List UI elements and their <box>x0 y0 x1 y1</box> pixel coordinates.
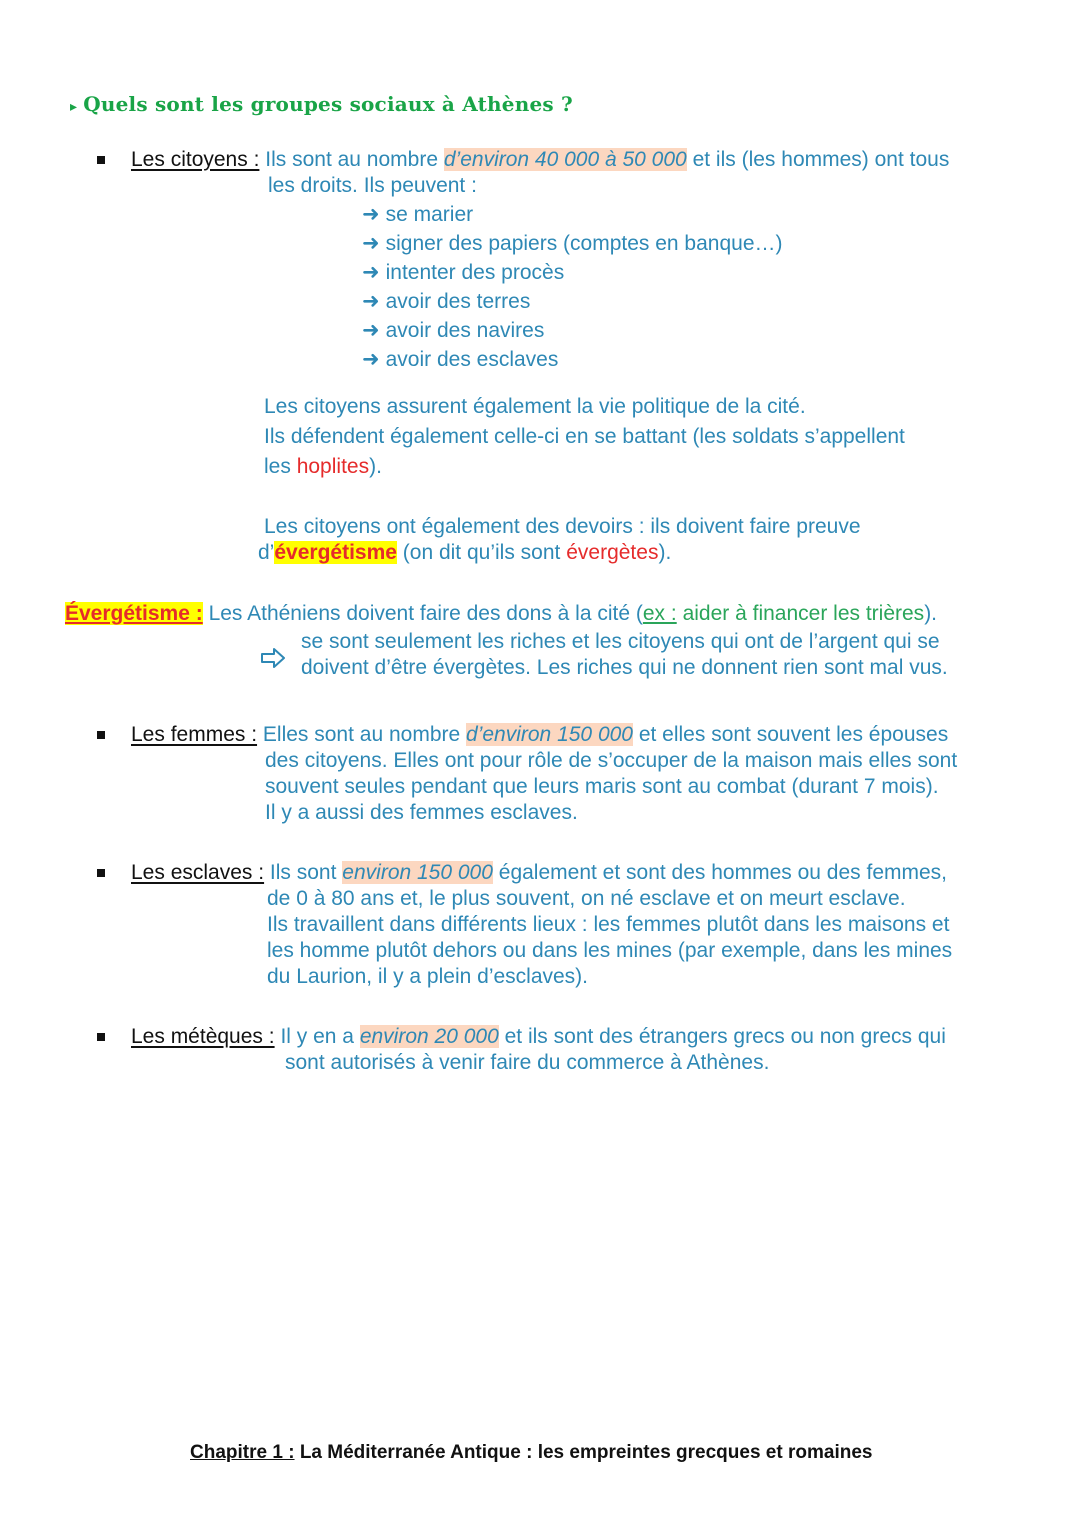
citoyens-duties-line-2: d’évergétisme (on dit qu’ils sont évergètes). <box>258 541 672 564</box>
esclaves-count: environ 150 000 <box>342 861 493 884</box>
citoyens-defense-line: Ils défendent également celle-ci en se battant (les soldats s’appellent <box>264 425 905 448</box>
outline-arrow-icon <box>260 648 286 673</box>
femmes-line-2: des citoyens. Elles ont pour rôle de s’occuper de la maison mais elles sont <box>265 749 958 772</box>
arrow-right-icon: ➜ <box>362 319 380 342</box>
chapter-label: Chapitre 1 : <box>190 1442 295 1463</box>
square-bullet-icon <box>97 869 105 877</box>
arrow-right-icon: ➜ <box>362 348 380 371</box>
evergetisme-definition: Évergétisme : Les Athéniens doivent faire des dons à la cité (ex : aider à financer les trières). <box>65 602 938 625</box>
rights-item: ➜ intenter des procès <box>362 261 565 284</box>
rights-item: ➜ avoir des esclaves <box>362 348 559 371</box>
citoyens-duties-line-1: Les citoyens ont également des devoirs : ils doivent faire preuve <box>264 515 861 538</box>
evergetisme-label: Évergétisme : <box>65 602 203 625</box>
rights-item: ➜ avoir des terres <box>362 290 531 313</box>
example-label: ex : <box>642 602 677 625</box>
esclaves-line-5: du Laurion, il y a plein d’esclaves). <box>267 965 589 988</box>
arrow-right-icon: ➜ <box>362 261 380 284</box>
citoyens-hoplites-line: les hoplites). <box>264 455 382 478</box>
esclaves-line-2: de 0 à 80 ans et, le plus souvent, on né esclave et on meurt esclave. <box>267 887 906 910</box>
femmes-line-4: Il y a aussi des femmes esclaves. <box>265 801 578 824</box>
citoyens-line-2: les droits. Ils peuvent : <box>268 174 477 197</box>
square-bullet-icon <box>97 731 105 739</box>
meteques-count: environ 20 000 <box>359 1025 499 1048</box>
triangle-bullet-icon: ▸ <box>70 99 78 115</box>
femmes-label: Les femmes : <box>131 723 258 746</box>
femmes-line-3: souvent seules pendant que leurs maris sont au combat (durant 7 mois). <box>265 775 939 798</box>
esclaves-line-3: Ils travaillent dans différents lieux : les femmes plutôt dans les maisons et <box>267 913 950 936</box>
evergetisme-term: évergétisme <box>274 541 397 564</box>
citoyens-politics-line: Les citoyens assurent également la vie politique de la cité. <box>264 395 806 418</box>
hoplites-term: hoplites <box>296 455 370 478</box>
chapter-footer <box>190 1442 872 1464</box>
citoyens-label: Les citoyens : <box>131 148 260 171</box>
evergetisme-note-2: doivent d’être évergètes. Les riches qui ne donnent rien sont mal vus. <box>301 656 948 679</box>
esclaves-line-1: Les esclaves : Ils sont environ 150 000 également et sont des hommes ou des femmes, <box>131 861 947 884</box>
citoyens-count: d’environ 40 000 à 50 000 <box>443 148 687 171</box>
arrow-right-icon: ➜ <box>362 290 380 313</box>
arrow-right-icon: ➜ <box>362 232 380 255</box>
rights-item: ➜ signer des papiers (comptes en banque…) <box>362 232 783 255</box>
section-title: ▸ Quels sont les groupes sociaux à Athènes ? <box>70 92 573 116</box>
rights-item: ➜ avoir des navires <box>362 319 545 342</box>
square-bullet-icon <box>97 156 105 164</box>
arrow-right-icon: ➜ <box>362 203 380 226</box>
rights-item: ➜ se marier <box>362 203 474 226</box>
evergetes-term: évergètes <box>566 541 659 564</box>
femmes-line-1: Les femmes : Elles sont au nombre d’environ 150 000 et elles sont souvent les épouses <box>131 723 949 746</box>
meteques-line-2: sont autorisés à venir faire du commerce à Athènes. <box>285 1051 770 1074</box>
evergetisme-note-1: se sont seulement les riches et les citoyens qui ont de l’argent qui se <box>301 630 940 653</box>
femmes-count: d’environ 150 000 <box>466 723 633 746</box>
meteques-label: Les métèques : <box>131 1025 275 1048</box>
meteques-line-1: Les métèques : Il y en a environ 20 000 et ils sont des étrangers grecs ou non grecs qui <box>131 1025 946 1048</box>
citoyens-line-1: Les citoyens : Ils sont au nombre d’environ 40 000 à 50 000 et ils (les hommes) ont tous <box>131 148 950 171</box>
chapter-title: La Méditerranée Antique : les empreintes grecques et romaines <box>299 1442 873 1463</box>
esclaves-line-4: les homme plutôt dehors ou dans les mines (par exemple, dans les mines <box>267 939 953 962</box>
esclaves-label: Les esclaves : <box>131 861 265 884</box>
square-bullet-icon <box>97 1033 105 1041</box>
